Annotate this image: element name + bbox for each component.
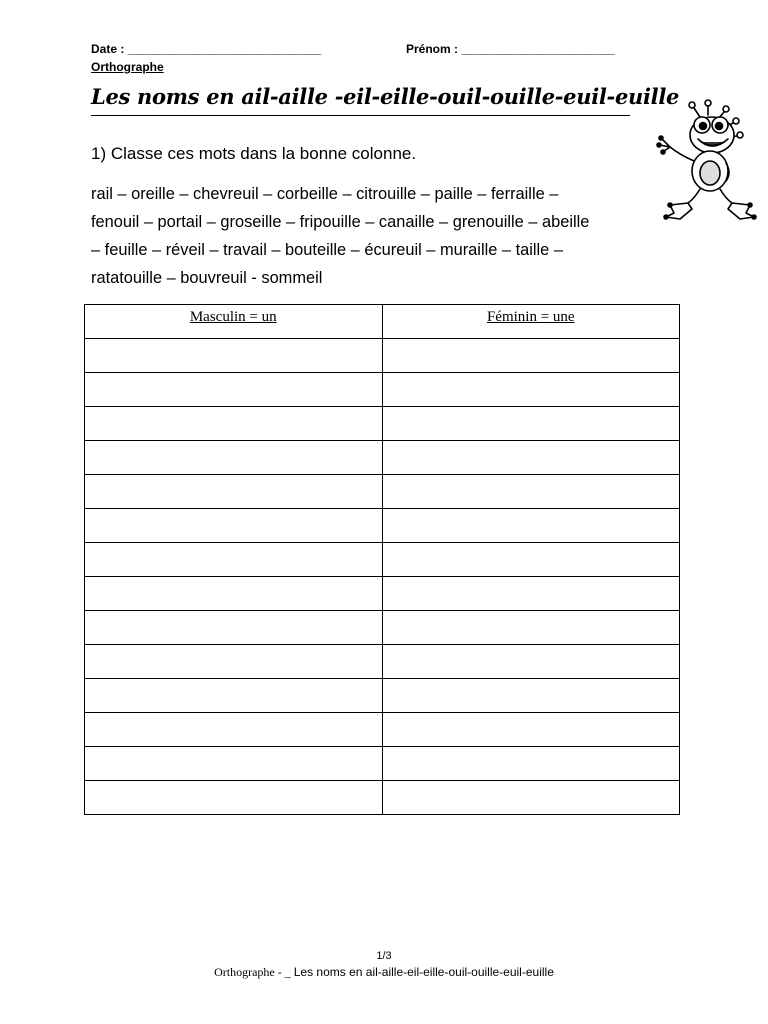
footer-title: Les noms en ail-aille-eil-eille-ouil-ouille-euil-euille [293,965,554,979]
page-number: 1/3 [376,950,392,962]
table-row [85,543,680,577]
feminin-cell[interactable] [382,373,680,407]
date-label: Date : _____________________________ [91,42,322,56]
masculin-cell[interactable] [85,373,383,407]
word-line: – feuille – réveil – travail – bouteille – écureuil – muraille – taille – [91,241,563,259]
feminin-cell[interactable] [382,611,680,645]
classification-table [84,304,680,815]
masculin-cell[interactable] [85,509,383,543]
page-footer [0,965,768,980]
column-masculin-header: Masculin = un [85,305,383,339]
masculin-cell[interactable] [85,781,383,815]
masculin-cell[interactable] [85,475,383,509]
table-row [85,509,680,543]
feminin-cell[interactable] [382,679,680,713]
title-underline [91,115,630,116]
masculin-cell[interactable] [85,407,383,441]
masculin-cell[interactable] [85,645,383,679]
table-row [85,679,680,713]
table-row [85,475,680,509]
table-row [85,611,680,645]
feminin-cell[interactable] [382,747,680,781]
column-feminin-header: Féminin = une [382,305,680,339]
masculin-cell[interactable] [85,679,383,713]
feminin-cell[interactable] [382,713,680,747]
feminin-cell[interactable] [382,577,680,611]
masculin-cell[interactable] [85,577,383,611]
feminin-cell[interactable] [382,781,680,815]
feminin-cell[interactable] [382,407,680,441]
table-row [85,645,680,679]
feminin-cell[interactable] [382,509,680,543]
table-header-row [85,305,680,339]
masculin-cell[interactable] [85,747,383,781]
table-row [85,407,680,441]
table-row [85,373,680,407]
table-row [85,713,680,747]
word-line: fenouil – portail – groseille – fripouille – canaille – grenouille – abeille [91,213,590,231]
instruction-text: 1) Classe ces mots dans la bonne colonne. [91,144,417,163]
table-row [85,781,680,815]
feminin-cell[interactable] [382,543,680,577]
word-line: rail – oreille – chevreuil – corbeille – citrouille – paille – ferraille – [91,185,559,203]
feminin-cell[interactable] [382,441,680,475]
feminin-cell[interactable] [382,475,680,509]
masculin-cell[interactable] [85,441,383,475]
subject-label: Orthographe [91,60,164,74]
table-row [85,747,680,781]
prenom-label: Prénom : _______________________ [406,42,615,56]
masculin-cell[interactable] [85,543,383,577]
feminin-cell[interactable] [382,645,680,679]
table-body [85,339,680,815]
feminin-cell[interactable] [382,339,680,373]
frog-icon [640,95,758,225]
word-list [91,180,691,292]
table-row [85,339,680,373]
masculin-cell[interactable] [85,339,383,373]
masculin-cell[interactable] [85,713,383,747]
worksheet-title: Les noms en ail-aille -eil-eille-ouil-ouille-euil-euille [91,84,680,109]
table-row [85,577,680,611]
masculin-cell[interactable] [85,611,383,645]
footer-prefix: Orthographe - _ [214,965,294,979]
table-row [85,441,680,475]
word-line: ratatouille – bouvreuil - sommeil [91,269,323,287]
